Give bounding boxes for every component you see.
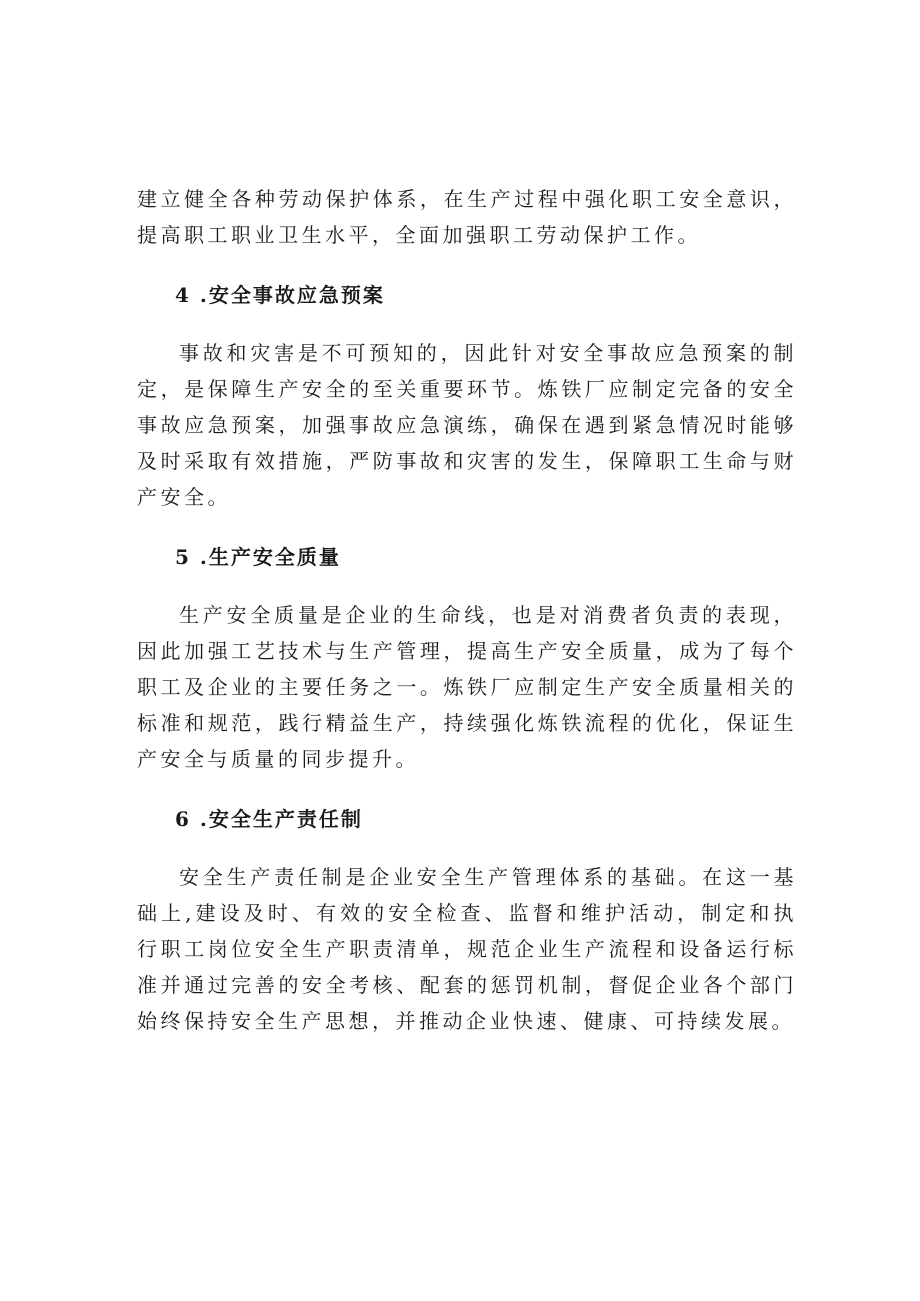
section-paragraph: 安全生产责任制是企业安全生产管理体系的基础。在这一基础上,建设及时、有效的安全检查、监督和维护活动，制定和执行职工岗位安全生产职责清单，规范企业生产流程和设备运行标准并通过完善的安全考核、配套的惩罚机制，督促企业各个部门始终保持安全生产思想，并推动企业快速、健康、可持续发展。 <box>137 865 797 1033</box>
section-paragraph: 事故和灾害是不可预知的，因此针对安全事故应急预案的制定，是保障生产安全的至关重要环节。炼铁厂应制定完备的安全事故应急预案，加强事故应急演练，确保在遇到紧急情况时能够及时采取有效措施，严防事故和灾害的发生，保障职工生命与财产安全。 <box>137 341 797 509</box>
continuation-paragraph: 建立健全各种劳动保护体系，在生产过程中强化职工安全意识，提高职工职业卫生水平，全面加强职工劳动保护工作。 <box>137 187 797 247</box>
document-body <box>137 181 797 1039</box>
section-paragraph: 生产安全质量是企业的生命线，也是对消费者负责的表现，因此加强工艺技术与生产管理，提高生产安全质量，成为了每个职工及企业的主要任务之一。炼铁厂应制定生产安全质量相关的标准和规范，践行精益生产，持续强化炼铁流程的优化，保证生产安全与质量的同步提升。 <box>137 603 797 771</box>
section-heading: 6 .安全生产责任制 <box>175 807 363 831</box>
section-heading: 4 .安全事故应急预案 <box>175 283 385 307</box>
section-heading: 5 .生产安全质量 <box>175 545 341 569</box>
